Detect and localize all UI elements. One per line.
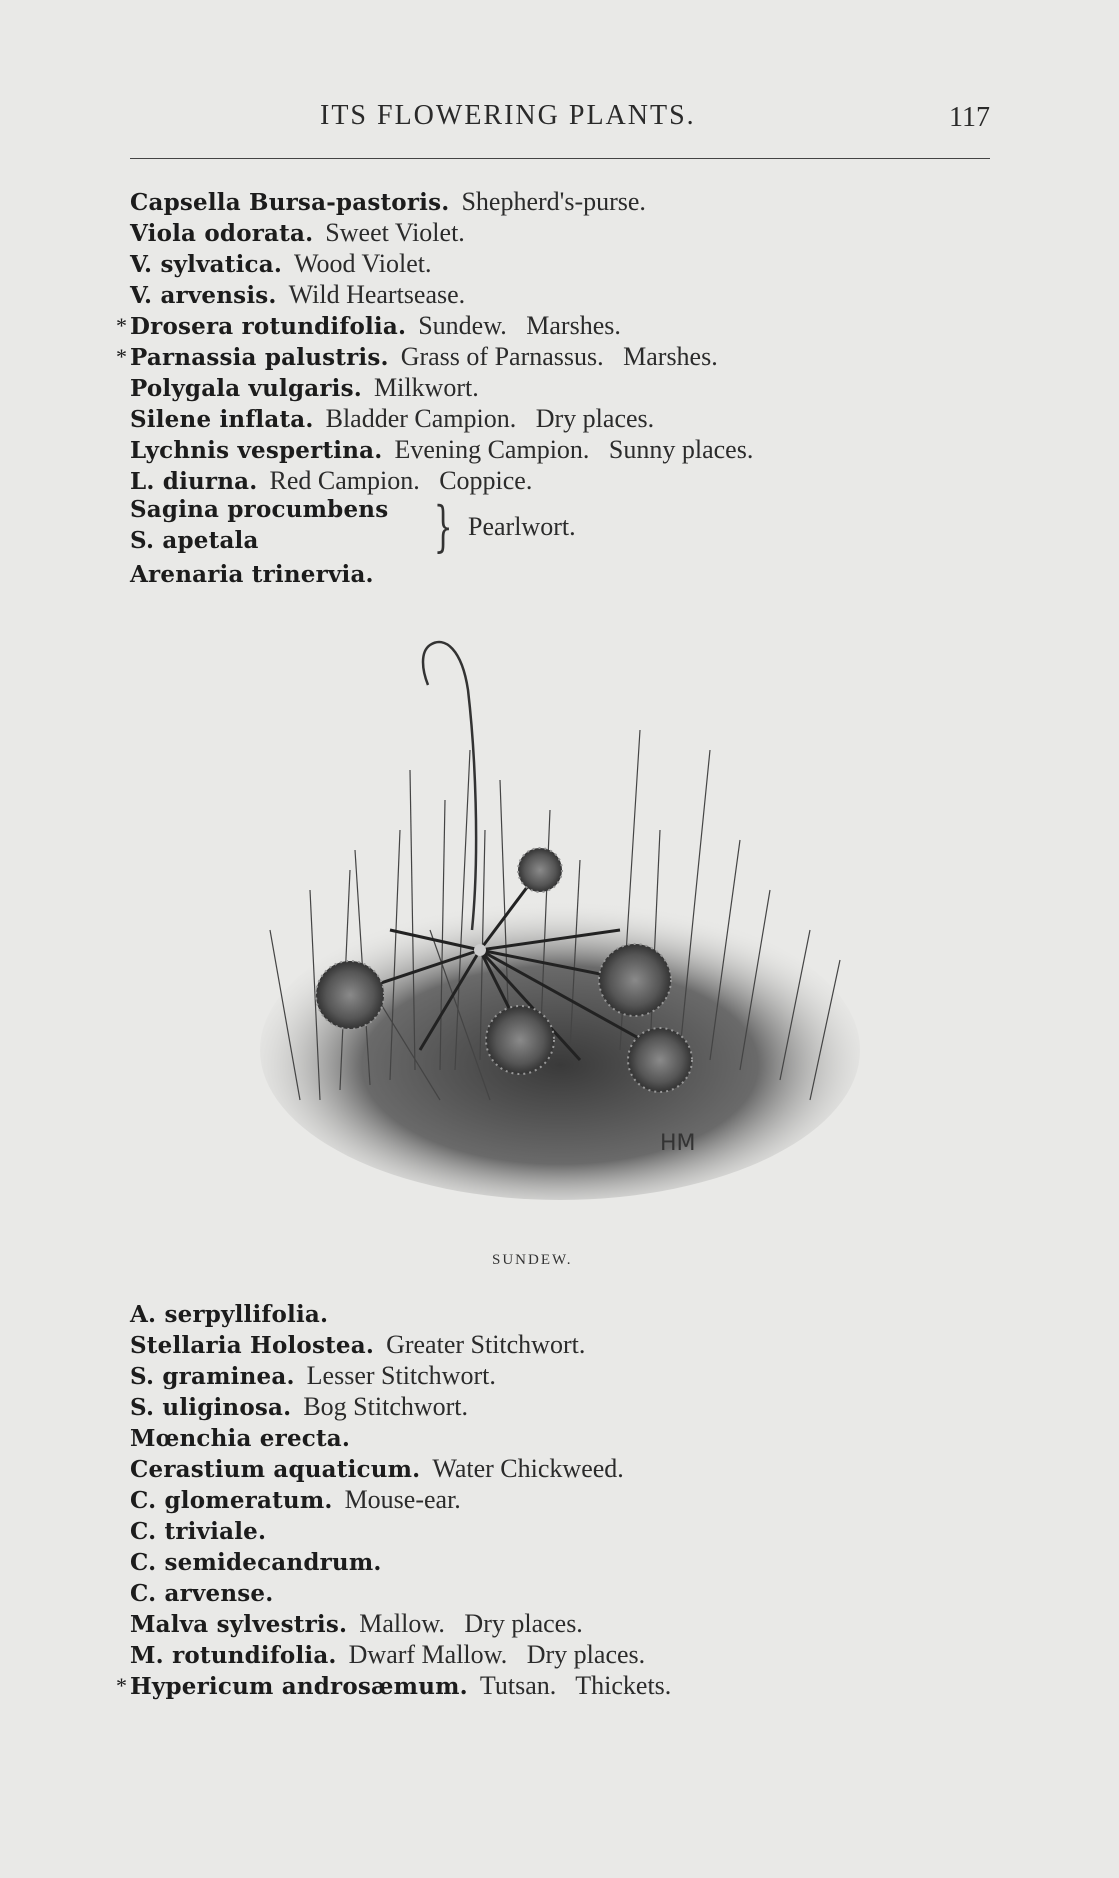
plant-scientific-name: C. semidecandrum. xyxy=(130,1549,382,1576)
plant-entry xyxy=(130,217,1010,248)
asterisk-marker: * xyxy=(116,344,127,369)
plant-common-name: Shepherd's-purse. xyxy=(461,187,646,216)
plant-scientific-name: C. glomeratum. xyxy=(130,1487,333,1514)
asterisk-marker: * xyxy=(116,1673,127,1698)
asterisk-marker: * xyxy=(116,313,127,338)
plant-entry xyxy=(130,186,1010,217)
plant-entry xyxy=(130,279,1010,310)
plant-scientific-name: Viola odorata. xyxy=(130,220,314,247)
plant-common-name: Pearlwort. xyxy=(468,512,576,541)
plant-list-bottom xyxy=(116,1298,1010,1701)
running-title: ITS FLOWERING PLANTS. xyxy=(320,100,696,131)
moss-mound xyxy=(260,900,860,1200)
plant-scientific-name: Silene inflata. xyxy=(130,406,314,433)
plant-common-name: Red Campion. Coppice. xyxy=(269,466,533,495)
pearlwort-brace-group xyxy=(130,496,1010,558)
plant-common-name: Lesser Stitchwort. xyxy=(306,1361,496,1390)
plant-scientific-name: A. serpyllifolia. xyxy=(130,1301,329,1328)
plant-entry xyxy=(130,1298,1010,1329)
plant-common-name: Mallow. Dry places. xyxy=(359,1609,583,1638)
plant-scientific-name: S. uliginosa. xyxy=(130,1394,292,1421)
plant-entry xyxy=(130,1639,1010,1670)
plant-scientific-name: Mœnchia erecta. xyxy=(130,1425,351,1452)
plant-common-name: Milkwort. xyxy=(373,373,479,402)
plant-common-name: Bog Stitchwort. xyxy=(303,1392,469,1421)
plant-entry xyxy=(130,1360,1010,1391)
plant-scientific-name: Malva sylvestris. xyxy=(130,1611,348,1638)
sundew-illustration xyxy=(240,630,880,1230)
plant-common-name: Sweet Violet. xyxy=(325,218,465,247)
plant-scientific-name: V. sylvatica. xyxy=(130,251,283,278)
plant-scientific-name: Polygala vulgaris. xyxy=(130,375,362,402)
plant-entry xyxy=(116,341,1010,372)
plant-entry xyxy=(130,1577,1010,1608)
plant-scientific-name: S. apetala xyxy=(130,527,259,554)
plant-scientific-name: C. triviale. xyxy=(130,1518,267,1545)
plant-entry xyxy=(116,310,1010,341)
plant-common-name: Grass of Parnassus. Marshes. xyxy=(400,342,718,371)
plant-entry xyxy=(130,465,1010,496)
plant-entry xyxy=(130,1391,1010,1422)
plant-scientific-name: Drosera rotundifolia. xyxy=(130,313,407,340)
plant-common-name: Wild Heartsease. xyxy=(288,280,466,309)
plant-scientific-name: Cerastium aquaticum. xyxy=(130,1456,421,1483)
plant-entry xyxy=(130,372,1010,403)
plant-common-name: Mouse-ear. xyxy=(344,1485,461,1514)
plant-scientific-name: Arenaria trinervia. xyxy=(130,561,374,588)
plant-entry xyxy=(130,1484,1010,1515)
plant-common-name: Water Chickweed. xyxy=(432,1454,624,1483)
plant-entry xyxy=(130,1546,1010,1577)
plant-entry xyxy=(130,1422,1010,1453)
plant-scientific-name: Lychnis vespertina. xyxy=(130,437,383,464)
plant-entry xyxy=(130,558,1010,589)
brace-icon: } xyxy=(433,495,453,558)
plant-common-name: Dwarf Mallow. Dry places. xyxy=(348,1640,646,1669)
plant-scientific-name: Parnassia palustris. xyxy=(130,344,389,371)
artist-monogram: HM xyxy=(660,1131,696,1156)
plant-entry xyxy=(130,1329,1010,1360)
plant-scientific-name: M. rotundifolia. xyxy=(130,1642,337,1669)
plant-common-name: Bladder Campion. Dry places. xyxy=(325,404,655,433)
plant-common-name: Greater Stitchwort. xyxy=(386,1330,586,1359)
plant-entry xyxy=(130,1515,1010,1546)
plant-scientific-name: S. graminea. xyxy=(130,1363,295,1390)
plant-scientific-name: Capsella Bursa-pastoris. xyxy=(130,189,450,216)
plant-common-name: Wood Violet. xyxy=(294,249,432,278)
page-header xyxy=(130,100,990,140)
plant-common-name: Evening Campion. Sunny places. xyxy=(394,435,754,464)
plant-scientific-name: Sagina procumbens xyxy=(130,496,389,523)
header-rule xyxy=(130,158,990,159)
page-number: 117 xyxy=(949,102,990,133)
plant-entry xyxy=(130,1608,1010,1639)
plant-scientific-name: C. arvense. xyxy=(130,1580,274,1607)
plant-list-top xyxy=(116,186,1010,589)
illustration-caption: SUNDEW. xyxy=(492,1252,573,1268)
plant-entry xyxy=(130,434,1010,465)
plant-scientific-name: Stellaria Holostea. xyxy=(130,1332,375,1359)
plant-scientific-name: V. arvensis. xyxy=(130,282,277,309)
plant-common-name: Tutsan. Thickets. xyxy=(479,1671,672,1700)
plant-entry xyxy=(116,1670,1010,1701)
plant-entry xyxy=(130,248,1010,279)
plant-common-name: Sundew. Marshes. xyxy=(418,311,621,340)
plant-scientific-name: L. diurna. xyxy=(130,468,258,495)
plant-entry xyxy=(130,403,1010,434)
plant-entry xyxy=(130,1453,1010,1484)
plant-scientific-name: Hypericum androsæmum. xyxy=(130,1673,468,1700)
